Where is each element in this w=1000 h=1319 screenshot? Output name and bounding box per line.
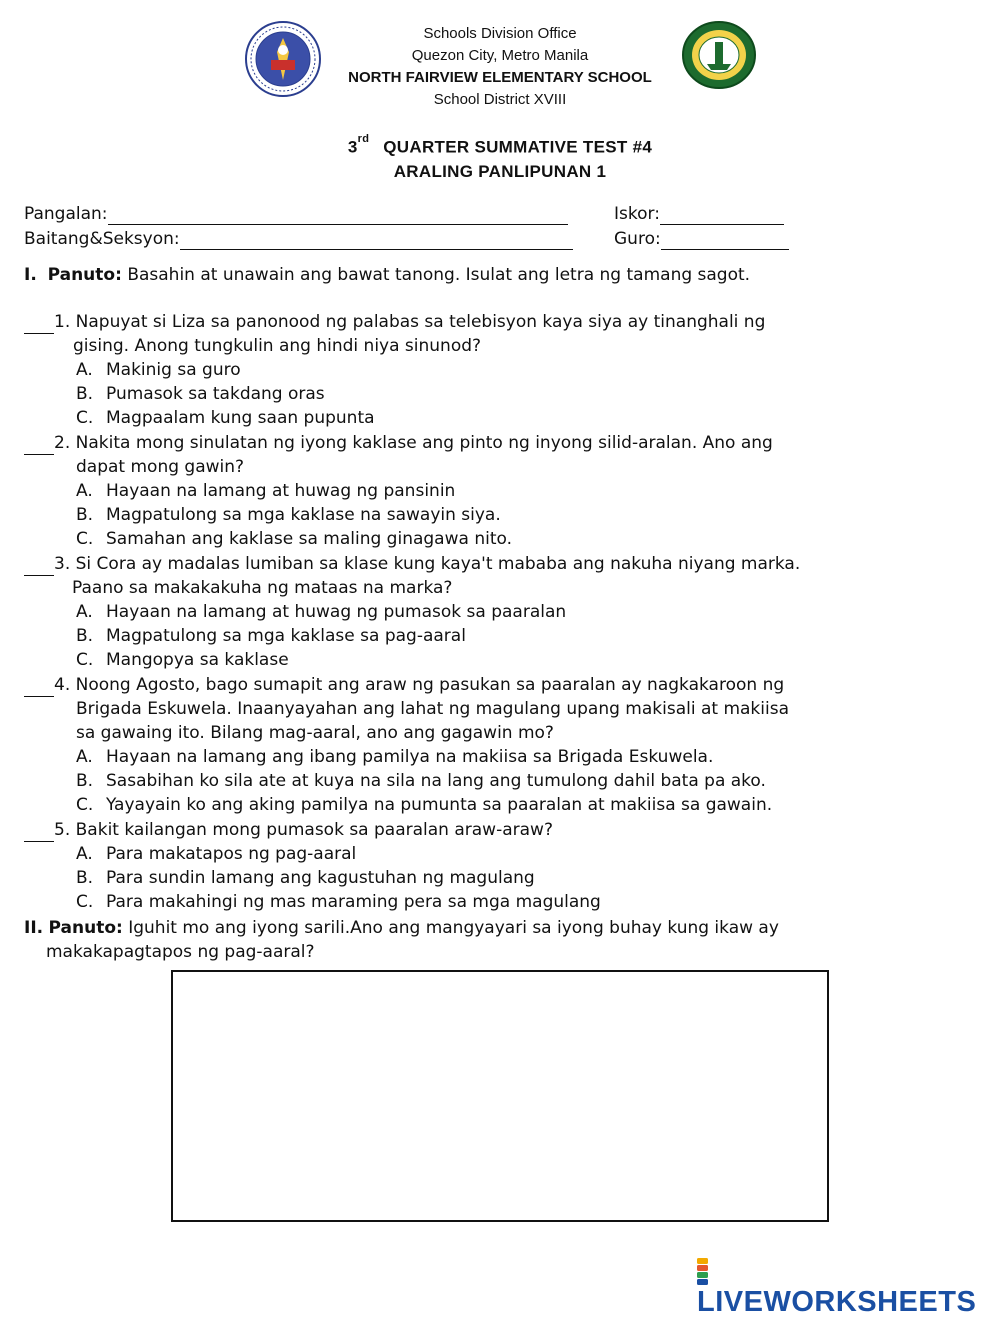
choice[interactable]: C. Yayayain ko ang aking pamilya na pumunta sa paaralan at makiisa sa gawain. [76,795,773,815]
score-field[interactable] [614,203,784,225]
question-text: Si Cora ay madalas lumiban sa klase kung kaya't mababa ang nakuha niyang marka. [75,554,801,574]
question-number: 3. [54,554,71,574]
liveworksheets-icon [697,1258,721,1286]
choice[interactable]: C. Mangopya sa kaklase [76,650,289,670]
header-division: Schools Division Office [423,25,577,42]
question-3 [24,552,800,672]
question-text: Noong Agosto, bago sumapit ang araw ng pasukan sa paaralan ay nagkakaroon ng [75,675,785,695]
header-school: NORTH FAIRVIEW ELEMENTARY SCHOOL [348,69,652,86]
part1-directions [24,263,750,287]
choice[interactable]: A. Hayaan na lamang ang ibang pamilya na makiisa sa Brigada Eskuwela. [76,747,714,767]
choice[interactable]: B. Magpatulong sa mga kaklase na sawayin siya. [76,505,501,525]
question-text: sa gawaing ito. Bilang mag-aaral, ano ang gagawin mo? [76,723,554,743]
name-label: Pangalan: [24,204,108,224]
choice[interactable]: A. Makinig sa guro [76,360,241,380]
question-text: dapat mong gawin? [76,457,245,477]
liveworksheets-text: LIVEWORKSHEETS [697,1286,977,1318]
header-district: School District XVIII [433,91,567,108]
score-line[interactable] [660,206,784,225]
question-5 [24,818,601,914]
header-city: Quezon City, Metro Manila [411,47,589,64]
test-title [0,133,1000,158]
subject-title: ARALING PANLIPUNAN 1 [393,162,607,181]
question-text: Nakita mong sinulatan ng iyong kaklase ang pinto ng inyong silid-aralan. Ano ang [75,433,773,453]
answer-blank[interactable] [24,437,54,455]
question-text: Bakit kailangan mong pumasok sa paaralan araw-araw? [75,820,553,840]
question-number: 4. [54,675,71,695]
part2-numeral: II. [24,918,44,938]
name-field[interactable] [24,203,568,225]
liveworksheets-logo [697,1258,1000,1319]
teacher-label: Guro: [614,229,661,249]
question-text: Brigada Eskuwela. Inaanyayahan ang lahat ng magulang upang makisali at makiisa [76,699,789,719]
question-text: gising. Anong tungkulin ang hindi niya sinunod? [73,336,482,356]
part1-directions-label: Panuto: [47,265,122,285]
answer-blank[interactable] [24,316,54,334]
choice[interactable]: C. Magpaalam kung saan pupunta [76,408,375,428]
answer-blank[interactable] [24,679,54,697]
part1-directions-text: Basahin at unawain ang bawat tanong. Isulat ang letra ng tamang sagot. [127,265,751,285]
quarter-number: 3 [347,137,358,157]
teacher-line[interactable] [661,231,789,250]
grade-section-line[interactable] [180,231,573,250]
teacher-field[interactable] [614,228,789,250]
quarter-suffix: rd [357,133,370,145]
choice[interactable]: C. Para makahingi ng mas maraming pera sa mga magulang [76,892,601,912]
score-label: Iskor: [614,204,660,224]
question-2 [24,431,773,551]
choice[interactable]: A. Hayaan na lamang at huwag ng pansinin [76,481,456,501]
drawing-box[interactable] [171,970,829,1222]
part2-directions [24,916,779,964]
question-1 [24,310,765,430]
name-line[interactable] [108,206,568,225]
question-number: 1. [54,312,71,332]
choice[interactable]: A. Para makatapos ng pag-aaral [76,844,357,864]
answer-blank[interactable] [24,824,54,842]
choice[interactable]: B. Pumasok sa takdang oras [76,384,325,404]
part2-directions-text: Iguhit mo ang iyong sarili.Ano ang mangyayari sa iyong buhay kung ikaw ay [128,918,779,938]
part2-directions-text-2: makakapagtapos ng pag-aaral? [46,942,315,962]
part2-directions-label: Panuto: [48,918,123,938]
choice[interactable]: C. Samahan ang kaklase sa maling ginagawa nito. [76,529,512,549]
grade-section-label: Baitang&Seksyon: [24,229,180,249]
question-number: 2. [54,433,71,453]
part1-numeral: I. [24,265,37,285]
title-line1: QUARTER SUMMATIVE TEST #4 [383,137,653,157]
question-number: 5. [54,820,71,840]
question-4 [24,673,789,817]
question-text: Napuyat si Liza sa panonood ng palabas sa telebisyon kaya siya ay tinanghali ng [75,312,766,332]
grade-section-field[interactable] [24,228,573,250]
choice[interactable]: B. Sasabihan ko sila ate at kuya na sila na lang ang tumulong dahil bata pa ako. [76,771,766,791]
answer-blank[interactable] [24,558,54,576]
choice[interactable]: B. Magpatulong sa mga kaklase sa pag-aaral [76,626,466,646]
choice[interactable]: A. Hayaan na lamang at huwag ng pumasok sa paaralan [76,602,567,622]
choice[interactable]: B. Para sundin lamang ang kagustuhan ng magulang [76,868,535,888]
question-text: Paano sa makakakuha ng mataas na marka? [72,578,453,598]
